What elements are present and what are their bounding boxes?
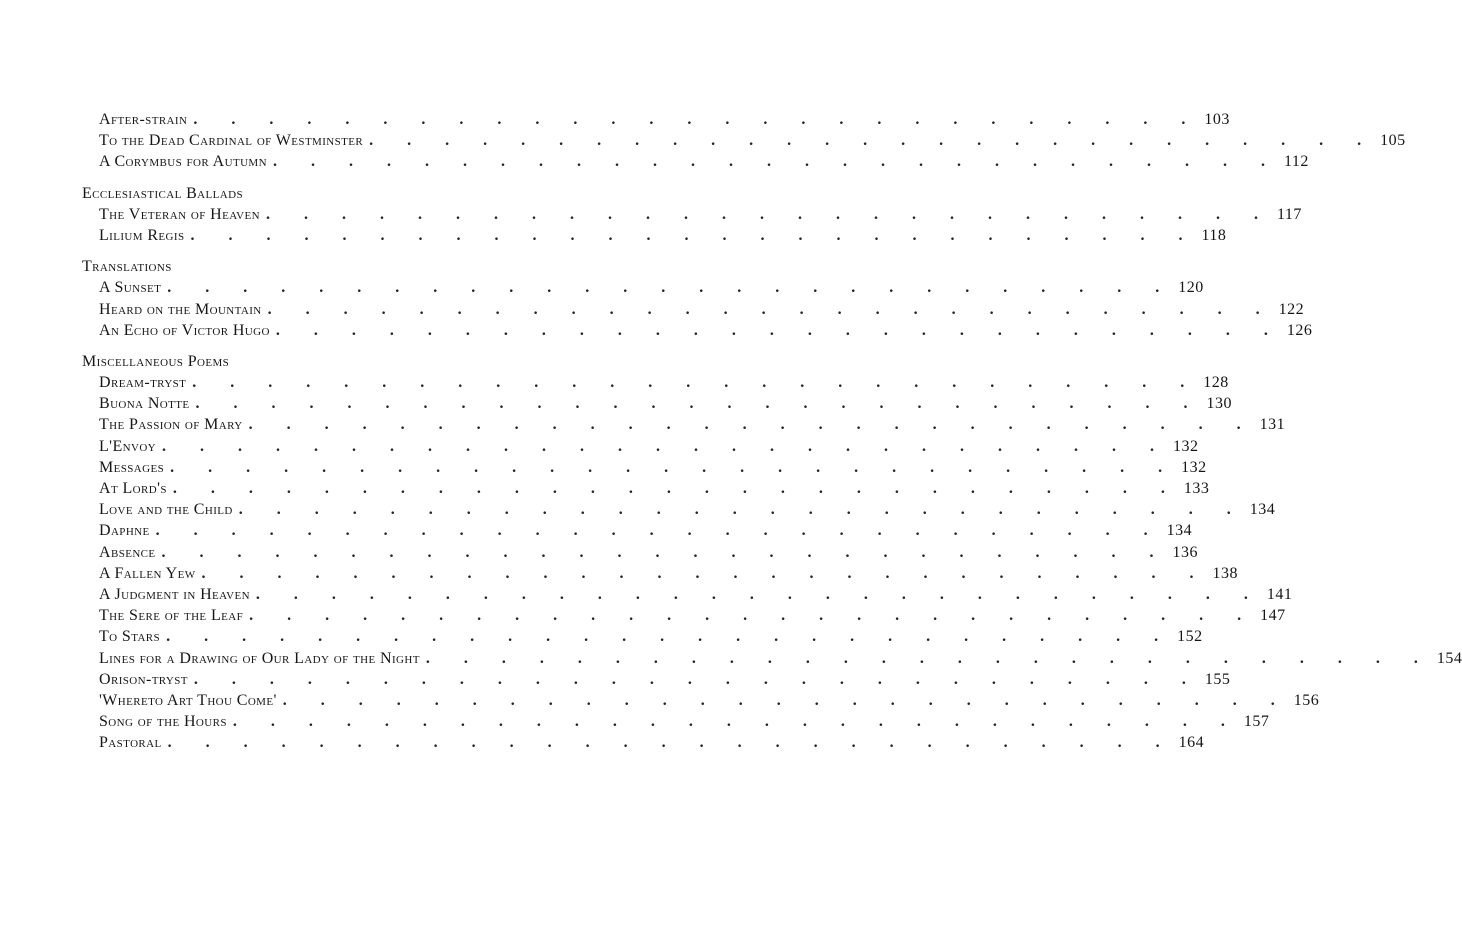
entry-title: Heard on the Mountain <box>99 299 268 320</box>
entry-page-number: 157 <box>1243 713 1270 731</box>
section-heading: Ecclesiastical Ballads <box>82 184 243 202</box>
entry-title: A Fallen Yew <box>99 563 201 584</box>
toc-entry <box>82 225 1227 246</box>
toc-entry <box>82 109 1230 130</box>
toc-entry <box>82 648 1462 669</box>
entry-title: After-strain <box>99 109 193 130</box>
entry-page-number: 138 <box>1212 564 1238 582</box>
section-heading: Translations <box>82 258 172 276</box>
dot-leader: . . . . . . . . . . . . . . . . . . . . . . . . . . . <box>155 522 1163 540</box>
dot-leader: . . . . . . . . . . . . . . . . . . . . . . . . . . . <box>192 374 1200 392</box>
entry-title: The Sere of the Leaf <box>99 605 249 626</box>
toc-entry <box>82 320 1313 341</box>
entry-page-number: 154 <box>1436 649 1462 667</box>
toc-entry <box>82 626 1203 647</box>
entry-page-number: 133 <box>1183 480 1210 497</box>
dot-leader: . . . . . . . . . . . . . . . . . . . . . . . . . . . <box>193 670 1201 688</box>
table-of-contents <box>82 109 1462 753</box>
entry-page-number: 118 <box>1201 226 1227 244</box>
dot-leader: . . . . . . . . . . . . . . . . . . . . . . . . . . . <box>162 437 1170 455</box>
dot-leader: . . . . . . . . . . . . . . . . . . . . . . . . . . . <box>249 607 1257 625</box>
entry-title: Buona Notte <box>99 393 196 414</box>
entry-title: Lines for a Drawing of Our Lady of the Night <box>99 648 426 669</box>
entry-page-number: 117 <box>1276 205 1302 223</box>
toc-entry <box>82 277 1204 298</box>
toc-entry <box>82 563 1238 584</box>
toc-entry <box>82 130 1406 151</box>
dot-leader: . . . . . . . . . . . . . . . . . . . . . . . . . . . <box>267 300 1275 318</box>
entry-title: To Stars <box>99 626 166 647</box>
entry-title: Love and the Child <box>99 499 239 520</box>
dot-leader: . . . . . . . . . . . . . . . . . . . . . . . . . . . <box>238 501 1246 519</box>
entry-page-number: 155 <box>1204 670 1231 688</box>
entry-page-number: 132 <box>1173 437 1199 455</box>
toc-entry <box>82 605 1286 626</box>
entry-title: A Sunset <box>99 277 167 298</box>
entry-page-number: 132 <box>1181 458 1207 476</box>
entry-title: The Veteran of Heaven <box>99 204 266 225</box>
dot-leader: . . . . . . . . . . . . . . . . . . . . . . . . . . . <box>272 153 1280 171</box>
entry-page-number: 105 <box>1380 132 1406 150</box>
entry-title: At Lord's <box>99 478 173 499</box>
entry-title: Song of the Hours <box>99 711 233 732</box>
toc-entry <box>82 436 1199 457</box>
entry-page-number: 112 <box>1283 153 1309 171</box>
entry-page-number: 131 <box>1259 416 1286 434</box>
entry-title: Dream-tryst <box>99 372 192 393</box>
entry-page-number: 136 <box>1172 543 1199 561</box>
dot-leader: . . . . . . . . . . . . . . . . . . . . . . . . . . . <box>172 480 1180 497</box>
toc-entry <box>82 393 1233 414</box>
entry-page-number: 141 <box>1266 585 1293 603</box>
entry-title: To the Dead Cardinal of Westminster <box>99 130 369 151</box>
entry-page-number: 130 <box>1206 395 1233 413</box>
toc-entry <box>82 151 1309 172</box>
dot-leader: . . . . . . . . . . . . . . . . . . . . . . . . . . . <box>166 628 1174 646</box>
entry-page-number: 147 <box>1260 607 1286 625</box>
toc-entry <box>82 499 1276 520</box>
entry-page-number: 126 <box>1286 321 1313 339</box>
dot-leader: . . . . . . . . . . . . . . . . . . . . . . . . . . . <box>170 458 1178 476</box>
toc-entry <box>82 478 1210 499</box>
entry-page-number: 134 <box>1249 501 1276 519</box>
entry-page-number: 128 <box>1203 374 1229 392</box>
toc-entry <box>82 584 1293 605</box>
entry-page-number: 152 <box>1177 628 1203 646</box>
dot-leader: . . . . . . . . . . . . . . . . . . . . . . . . . . . <box>167 734 1175 752</box>
toc-entry <box>82 372 1229 393</box>
dot-leader: . . . . . . . . . . . . . . . . . . . . . . . . . . . <box>275 321 1283 339</box>
entry-title: Messages <box>99 457 170 478</box>
toc-entry <box>82 414 1286 435</box>
dot-leader: . . . . . . . . . . . . . . . . . . . . . . . . . . . <box>167 279 1175 297</box>
dot-leader: . . . . . . . . . . . . . . . . . . . . . . . . . . . <box>369 132 1377 150</box>
toc-entry <box>82 669 1231 690</box>
toc-entry <box>82 690 1320 711</box>
section-heading: Miscellaneous Poems <box>82 352 230 370</box>
dot-leader: . . . . . . . . . . . . . . . . . . . . . . . . . . . <box>201 564 1209 582</box>
entry-page-number: 120 <box>1178 279 1204 297</box>
entry-title: Lilium Regis <box>99 225 190 246</box>
entry-title: The Passion of Mary <box>99 414 249 435</box>
entry-title: Absence <box>99 542 162 563</box>
entry-title: L'Envoy <box>99 436 162 457</box>
toc-entry <box>82 457 1207 478</box>
dot-leader: . . . . . . . . . . . . . . . . . . . . . . . . . . . <box>248 416 1256 434</box>
dot-leader: . . . . . . . . . . . . . . . . . . . . . . . . . . . <box>425 649 1433 667</box>
dot-leader: . . . . . . . . . . . . . . . . . . . . . . . . . . . <box>282 691 1290 709</box>
dot-leader: . . . . . . . . . . . . . . . . . . . . . . . . . . . <box>265 205 1273 223</box>
dot-leader: . . . . . . . . . . . . . . . . . . . . . . . . . . . <box>190 226 1198 244</box>
entry-page-number: 103 <box>1204 111 1230 128</box>
toc-entry <box>82 542 1199 563</box>
dot-leader: . . . . . . . . . . . . . . . . . . . . . . . . . . . <box>255 585 1263 603</box>
entry-title: Orison-tryst <box>99 669 194 690</box>
toc-entry <box>82 204 1302 225</box>
dot-leader: . . . . . . . . . . . . . . . . . . . . . . . . . . . <box>193 111 1201 128</box>
entry-page-number: 156 <box>1293 691 1320 709</box>
toc-entry <box>82 520 1193 541</box>
entry-title: An Echo of Victor Hugo <box>99 320 276 341</box>
entry-title: Daphne <box>99 520 156 541</box>
dot-leader: . . . . . . . . . . . . . . . . . . . . . . . . . . . <box>195 395 1203 413</box>
dot-leader: . . . . . . . . . . . . . . . . . . . . . . . . . . . <box>161 543 1169 561</box>
entry-page-number: 122 <box>1278 300 1305 318</box>
entry-title: A Judgment in Heaven <box>99 584 256 605</box>
toc-entry <box>82 732 1205 753</box>
entry-page-number: 164 <box>1178 734 1205 752</box>
toc-entry <box>82 299 1305 320</box>
entry-title: Pastoral <box>99 732 168 753</box>
entry-title: A Corymbus for Autumn <box>99 151 273 172</box>
entry-title: 'Whereto Art Thou Come' <box>99 690 283 711</box>
toc-entry <box>82 711 1270 732</box>
entry-page-number: 134 <box>1166 522 1193 540</box>
dot-leader: . . . . . . . . . . . . . . . . . . . . . . . . . . . <box>232 713 1240 731</box>
